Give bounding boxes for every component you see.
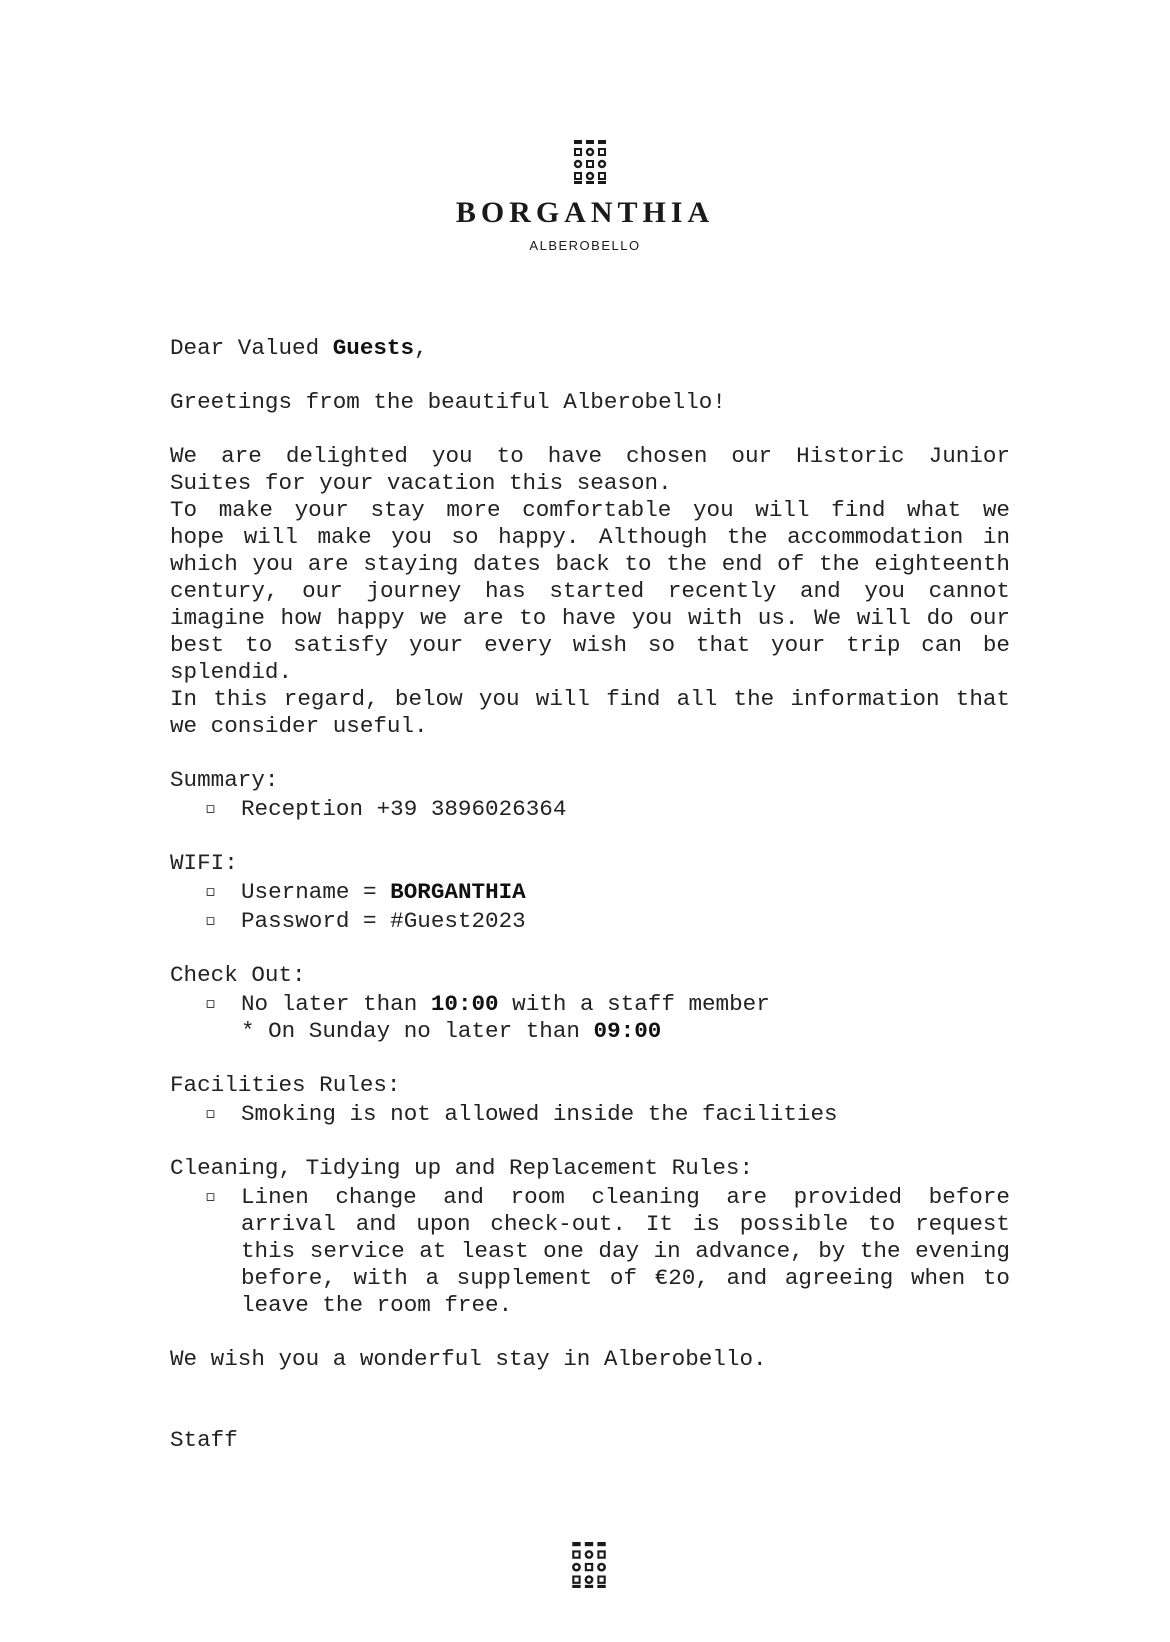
salutation-guests: Guests xyxy=(332,335,415,361)
paragraph-line-6: best to satisfy your every wish so that your trip can be xyxy=(170,632,1010,658)
paragraph-line-4: century, our journey has started recently and you cannot xyxy=(170,578,1010,604)
wifi-heading: WIFI: xyxy=(170,850,238,876)
regard-line-2: we consider useful. xyxy=(170,713,428,739)
greeting: Greetings from the beautiful Alberobello! xyxy=(170,389,726,415)
username-label: Username = xyxy=(241,879,391,905)
borganthia-logo-icon xyxy=(573,140,607,184)
username-value: BORGANTHIA xyxy=(390,879,526,905)
cleaning-item xyxy=(170,1184,1010,1319)
sunday-prefix: * On Sunday no later than xyxy=(241,1018,594,1044)
facilities-heading: Facilities Rules: xyxy=(170,1072,401,1098)
intro-line-1: We are delighted you to have chosen our Historic Junior xyxy=(170,443,1010,469)
cleaning-line-4: before, with a supplement of €20, and agreeing when to xyxy=(241,1265,1010,1291)
reception-text: Reception +39 3896026364 xyxy=(241,796,567,822)
checkout-time: 10:00 xyxy=(430,991,499,1017)
salutation xyxy=(170,335,1010,362)
salutation-prefix: Dear Valued xyxy=(170,335,333,361)
checkbox-bullet-icon: ◻ xyxy=(206,1189,216,1206)
regard-line-1: In this regard, below you will find all the information that xyxy=(170,686,1010,712)
checkbox-bullet-icon: ◻ xyxy=(206,1106,216,1123)
checkout-heading: Check Out: xyxy=(170,962,306,988)
paragraph-line-5: imagine how happy we are to have you with us. We will do our xyxy=(170,605,1010,631)
checkbox-bullet-icon: ◻ xyxy=(206,801,216,818)
closing: We wish you a wonderful stay in Alberobello. xyxy=(170,1346,767,1372)
paragraph-line-2: hope will make you so happy. Although the accommodation in xyxy=(170,524,1010,550)
checkbox-bullet-icon: ◻ xyxy=(206,996,216,1013)
intro-line-2: Suites for your vacation this season. xyxy=(170,470,672,496)
borganthia-footer-logo-icon xyxy=(571,1542,607,1588)
wifi-item-username xyxy=(170,879,1010,906)
sunday-note xyxy=(170,1018,1010,1045)
cleaning-line-3: this service at least one day in advance, by the evening xyxy=(241,1238,1010,1264)
checkout-item xyxy=(170,991,1010,1018)
paragraph-line-3: which you are staying dates back to the end of the eighteenth xyxy=(170,551,1010,577)
checkout-prefix: No later than xyxy=(241,991,431,1017)
brand-location: ALBEROBELLO xyxy=(529,238,641,253)
salutation-suffix: , xyxy=(414,335,428,361)
cleaning-line-5: leave the room free. xyxy=(241,1292,513,1318)
summary-heading: Summary: xyxy=(170,767,279,793)
cleaning-line-2: arrival and upon check-out. It is possible to request xyxy=(241,1211,1010,1237)
signature: Staff xyxy=(170,1427,238,1453)
password-text: Password = #Guest2023 xyxy=(241,908,526,934)
checkbox-bullet-icon: ◻ xyxy=(206,913,216,930)
facilities-item xyxy=(170,1101,1010,1128)
summary-item-reception xyxy=(170,796,1010,823)
paragraph-line-1: To make your stay more comfortable you will find what we xyxy=(170,497,1010,523)
checkout-suffix: with a staff member xyxy=(498,991,770,1017)
cleaning-line-1: Linen change and room cleaning are provided before xyxy=(241,1184,1010,1210)
sunday-time: 09:00 xyxy=(593,1018,662,1044)
facilities-rule: Smoking is not allowed inside the facilities xyxy=(241,1101,838,1127)
brand-name: BORGANTHIA xyxy=(455,196,715,229)
wifi-item-password xyxy=(170,908,1010,935)
letter-body xyxy=(170,335,1010,1454)
paragraph-line-7: splendid. xyxy=(170,659,293,685)
checkbox-bullet-icon: ◻ xyxy=(206,884,216,901)
cleaning-heading: Cleaning, Tidying up and Replacement Rules: xyxy=(170,1155,754,1181)
